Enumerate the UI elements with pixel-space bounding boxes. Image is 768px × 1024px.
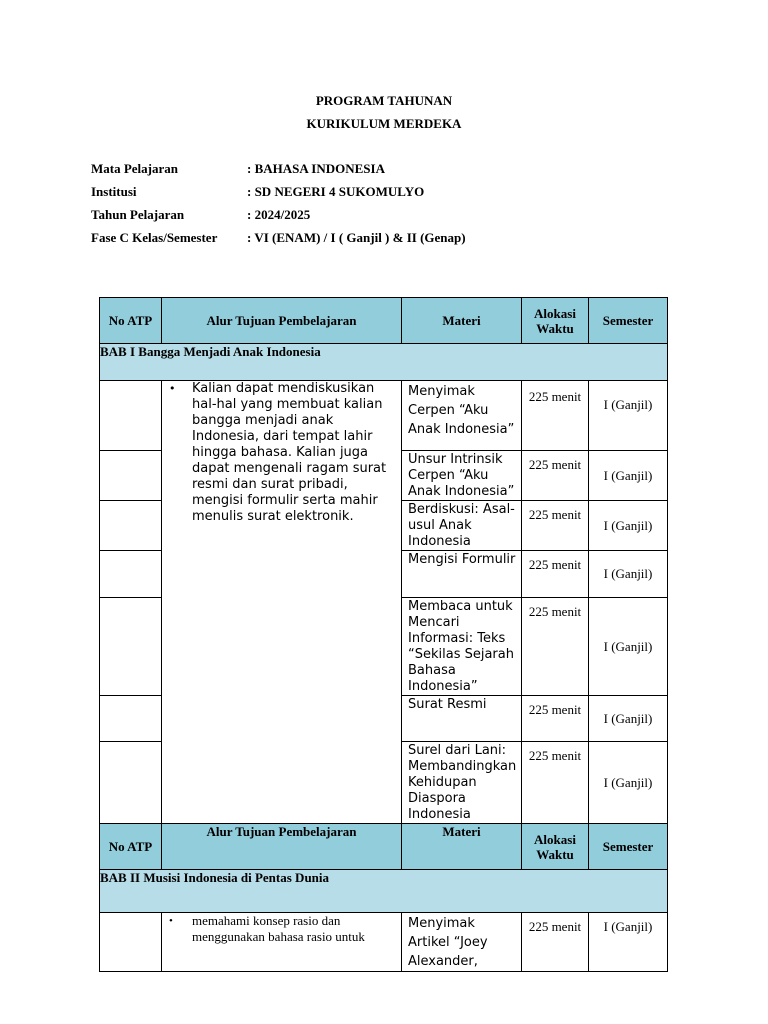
info-label: Fase C Kelas/Semester xyxy=(91,230,218,245)
alokasi-cell: 225 menit xyxy=(522,598,589,696)
info-value: : VI (ENAM) / I ( Ganjil ) & II (Genap) xyxy=(247,230,466,245)
materi-cell: Berdiskusi: Asal-usul Anak Indonesia xyxy=(402,501,522,551)
table-header-row xyxy=(100,824,668,870)
alur-text: Kalian dapat mendiskusikan hal-hal yang membuat kalian bangga menjadi anak Indonesia, dari tempat lahir hingga bahasa. Kalian juga dapat mengenali ragam surat resmi dan surat pribadi, mengisi formulir serta mahir menulis surat elektronik. xyxy=(192,381,387,524)
alokasi-cell: 225 menit xyxy=(522,742,589,824)
header-semester: Semester xyxy=(589,298,668,344)
chapter-title: BAB II Musisi Indonesia di Pentas Dunia xyxy=(100,870,668,913)
header-semester: Semester xyxy=(589,824,668,870)
materi-cell: Membaca untuk Mencari Informasi: Teks “Sekilas Sejarah Bahasa Indonesia” xyxy=(402,598,522,696)
materi-cell: Menyimak Cerpen “Aku Anak Indonesia” xyxy=(402,381,522,451)
document-title: PROGRAM TAHUNAN xyxy=(315,93,453,108)
chapter-row xyxy=(100,870,668,913)
header-alokasi: Alokasi Waktu xyxy=(522,298,589,344)
materi-cell: Mengisi Formulir xyxy=(402,551,522,598)
chapter-title: BAB I Bangga Menjadi Anak Indonesia xyxy=(100,344,668,381)
header-materi: Materi xyxy=(402,298,522,344)
semester-cell: I (Ganjil) xyxy=(589,598,668,696)
no-atp-cell xyxy=(100,598,162,696)
document-subtitle: KURIKULUM MERDEKA xyxy=(306,116,462,131)
header-alur: Alur Tujuan Pembelajaran xyxy=(162,298,402,344)
header-materi: Materi xyxy=(402,824,522,870)
bullet-icon: • xyxy=(169,382,176,395)
no-atp-cell xyxy=(100,381,162,451)
table-row xyxy=(100,381,668,451)
alokasi-cell: 225 menit xyxy=(522,501,589,551)
info-label: Tahun Pelajaran xyxy=(91,207,185,222)
materi-cell: Surel dari Lani: Membandingkan Kehidupan Diaspora Indonesia xyxy=(402,742,522,824)
info-value: : BAHASA INDONESIA xyxy=(247,161,385,176)
header-alur: Alur Tujuan Pembelajaran xyxy=(162,824,402,870)
chapter-row xyxy=(100,344,668,381)
alokasi-cell: 225 menit xyxy=(522,696,589,742)
info-label: Institusi xyxy=(91,184,137,199)
alokasi-cell: 225 menit xyxy=(522,913,589,972)
header-alokasi: Alokasi Waktu xyxy=(522,824,589,870)
no-atp-cell xyxy=(100,742,162,824)
semester-cell: I (Ganjil) xyxy=(589,381,668,451)
alokasi-cell: 225 menit xyxy=(522,451,589,501)
table-header-row xyxy=(100,298,668,344)
no-atp-cell xyxy=(100,551,162,598)
alokasi-cell: 225 menit xyxy=(522,381,589,451)
alur-cell xyxy=(162,381,402,824)
info-label: Mata Pelajaran xyxy=(91,161,179,176)
materi-cell: Unsur Intrinsik Cerpen “Aku Anak Indonesia” xyxy=(402,451,522,501)
table-row xyxy=(100,913,668,972)
materi-cell: Menyimak Artikel “Joey Alexander, xyxy=(402,913,522,972)
no-atp-cell xyxy=(100,501,162,551)
semester-cell: I (Ganjil) xyxy=(589,696,668,742)
atp-table xyxy=(99,297,668,972)
no-atp-cell xyxy=(100,913,162,972)
header-no-atp: No ATP xyxy=(100,824,162,870)
semester-cell: I (Ganjil) xyxy=(589,451,668,501)
header-no-atp: No ATP xyxy=(100,298,162,344)
alokasi-cell: 225 menit xyxy=(522,551,589,598)
semester-cell: I (Ganjil) xyxy=(589,913,668,972)
no-atp-cell xyxy=(100,696,162,742)
semester-cell: I (Ganjil) xyxy=(589,742,668,824)
info-value: : SD NEGERI 4 SUKOMULYO xyxy=(247,184,425,199)
semester-cell: I (Ganjil) xyxy=(589,551,668,598)
semester-cell: I (Ganjil) xyxy=(589,501,668,551)
info-value: : 2024/2025 xyxy=(247,207,311,222)
no-atp-cell xyxy=(100,451,162,501)
alur-text: memahami konsep rasio dan menggunakan bahasa rasio untuk xyxy=(192,913,365,944)
alur-cell xyxy=(162,913,402,972)
bullet-icon: • xyxy=(169,915,173,927)
materi-cell: Surat Resmi xyxy=(402,696,522,742)
